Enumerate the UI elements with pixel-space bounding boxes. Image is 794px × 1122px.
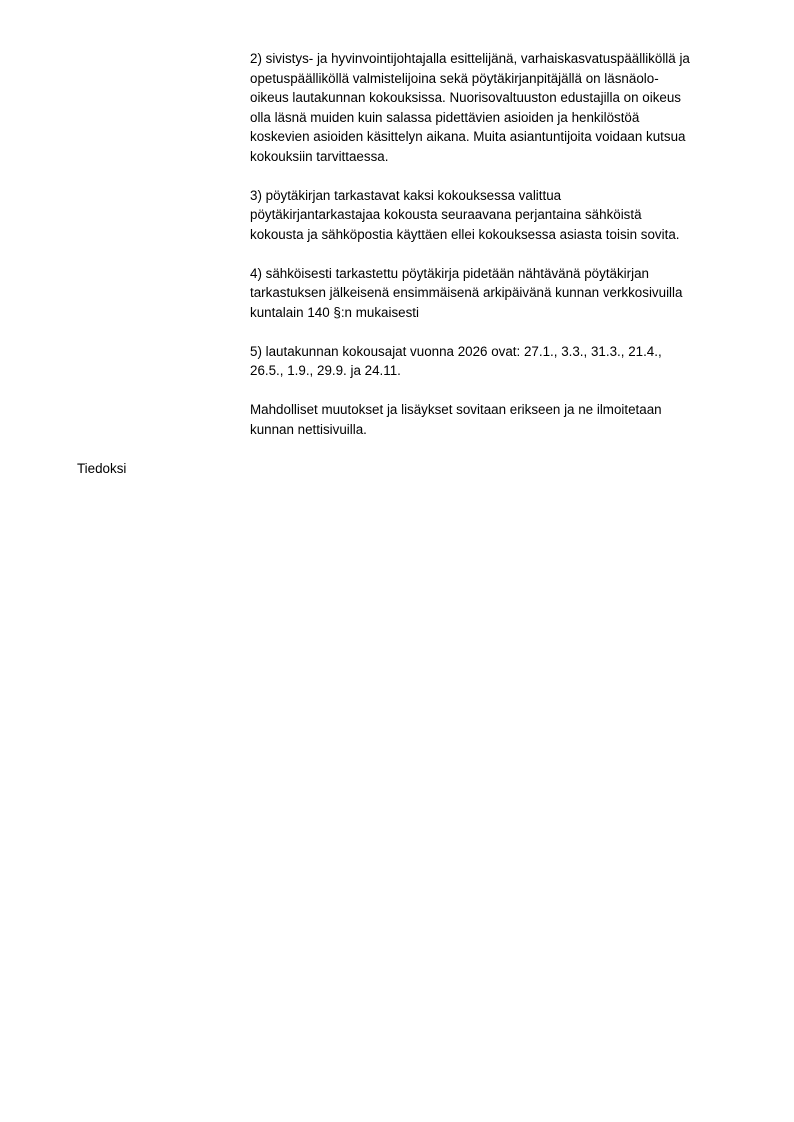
text-line: opetuspäälliköllä valmistelijoina sekä pöytäkirjanpitäjällä on läsnäolo- — [250, 70, 659, 86]
text-line: 4) sähköisesti tarkastettu pöytäkirja pidetään nähtävänä pöytäkirjan — [250, 265, 649, 281]
text-line: 3) pöytäkirjan tarkastavat kaksi kokouksessa valittua — [250, 187, 562, 203]
text-line: Mahdolliset muutokset ja lisäykset sovitaan erikseen ja ne ilmoitetaan — [250, 402, 662, 417]
text-line: oikeus lautakunnan kokouksissa. Nuorisovaltuuston edustajilla on oikeus — [250, 90, 681, 105]
text-line: olla läsnä muiden kuin salassa pidettävien asioiden ja henkilöstöä — [250, 109, 640, 125]
text-line: 26.5., 1.9., 29.9. ja 24.11. — [250, 363, 401, 378]
text-line: kuntalain 140 §:n mukaisesti — [250, 304, 419, 320]
text-line: kunnan nettisivuilla. — [250, 421, 367, 437]
side-label-tiedoksi: Tiedoksi — [77, 461, 127, 476]
text-line: kokouksiin tarvittaessa. — [250, 148, 389, 164]
text-line: tarkastuksen jälkeisenä ensimmäisenä arkipäivänä kunnan verkkosivuilla — [250, 285, 683, 300]
text-line: pöytäkirjantarkastajaa kokousta seuraavana perjantaina sähköistä — [250, 207, 642, 222]
text-line: koskevien asioiden käsittelyn aikana. Muita asiantuntijoita voidaan kutsua — [250, 129, 686, 144]
paragraph-item-5 — [250, 342, 750, 381]
document-body — [250, 49, 750, 459]
paragraph-item-4 — [250, 264, 750, 323]
paragraph-item-2 — [250, 49, 750, 166]
text-line: kokousta ja sähköpostia käyttäen ellei kokouksessa asiasta toisin sovita. — [250, 226, 680, 242]
text-line: 5) lautakunnan kokousajat vuonna 2026 ovat: 27.1., 3.3., 31.3., 21.4., — [250, 343, 662, 359]
paragraph-note — [250, 400, 750, 439]
text-line: 2) sivistys- ja hyvinvointijohtajalla esittelijänä, varhaiskasvatuspäälliköllä ja — [250, 51, 690, 66]
paragraph-item-3 — [250, 186, 750, 245]
